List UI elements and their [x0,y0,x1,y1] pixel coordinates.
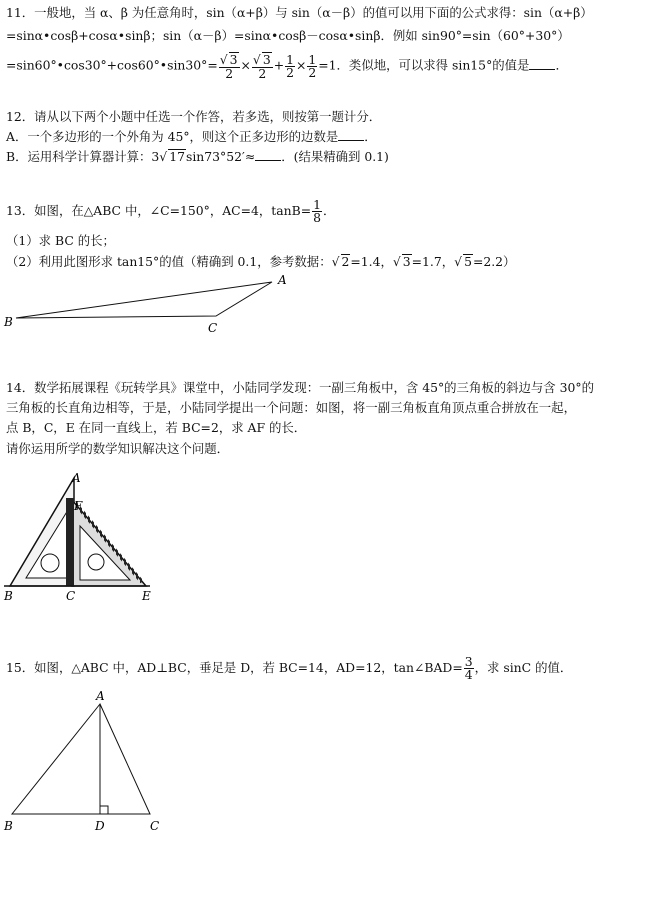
q11-den-a: 2 [225,66,234,81]
q14-45deg-inner-cutout [80,526,130,580]
q11-plus: + [273,57,285,73]
q13-part2: （2）利用此图形求 tan15°的值（精确到 0.1，参考数据：√ 2=1.4，√ 3=1.7，√ 5=2.2） [6,254,516,269]
q15-line1-start: 15．如图，△ABC 中，AD⊥BC，垂足是 D，若 BC=14，AD=12，tan∠BAD= [6,660,463,675]
q15-tan-fraction [464,656,474,681]
q11-line1: 11．一般地，当 α、β 为任意角时，sin（α+β）与 sin（α－β）的值可以用下面的公式求得：sin（α+β） [6,5,593,20]
q14-set-squares-figure [0,470,170,605]
q12-answer-blank-b[interactable] [255,148,281,161]
q11-frac-sqrt3-over-2-b: $\frac{√ 3}{2}$ [252,52,271,81]
q14-vertical-edge [66,498,74,586]
q12-answer-blank-a[interactable] [338,128,364,141]
q12-lineA [6,128,377,146]
q11-times-b: × [296,57,307,73]
q15-line1-end: ，求 sinC 的值． [474,660,573,675]
q13-val5: =2.2） [472,254,516,269]
q15-frac-num: 3 [464,654,473,669]
q12-lineA-end: ． [364,129,377,144]
q11-line3-end: =1．类似地，可以求得 sin15°的值是 [318,57,530,73]
q13-val3: =1.7， [411,254,455,269]
q15-line1 [6,656,572,681]
q15-label-d: D [95,819,105,833]
q12-lineB-end: ．(结果精确到 0.1) [281,149,389,164]
q11-frac-sqrt3-over-2-a: $\frac{√ 3}{2}$ [219,52,238,81]
q13-label-b: B [4,315,13,329]
q13-triangle [16,282,272,318]
q14-line3: 点 B，C，E 在同一直线上，若 BC=2，求 AF 的长． [6,420,307,435]
q14-label-e: E [142,589,151,603]
q13-sqrt2: 2 [341,254,350,269]
q13-line1-text: 13．如图，在△ABC 中，∠C=150°，AC=4，tanB= [6,203,312,218]
q11-den-b: 2 [258,66,267,81]
q13-sqrt3: 3 [402,254,411,269]
q11-num-1-a: 1 [286,51,294,67]
q13-label-c: C [208,321,218,335]
q13-triangle-figure [0,272,300,342]
q14-line4: 请你运用所学的数学知识解决这个问题． [6,441,230,456]
q15-right-angle-mark [100,806,108,814]
q11-den-d: 2 [308,64,317,80]
q15-label-a: A [96,689,105,703]
q12-sqrt17: 17 [169,149,185,164]
q13-tanB-fraction [312,199,322,224]
q13-frac-den: 8 [313,210,322,225]
q13-frac-num: 1 [313,197,322,212]
q13-sqrt5: 5 [464,254,472,269]
q14-circle-hole-left [41,554,59,572]
q11-line2: =sinα•cosβ+cosα•sinβ；sin（α－β）=sinα•cosβ－cosα•sinβ．例如 sin90°=sin（60°+30°） [6,28,570,43]
q11-answer-blank[interactable] [529,57,555,70]
q11-frac-1-over-2-b [307,51,317,80]
q13-line1 [6,199,335,224]
q15-label-b: B [4,819,13,833]
q11-times-a: × [240,57,251,73]
q15-label-c: C [150,819,160,833]
q14-label-b: B [4,589,13,603]
q15-triangle-figure [0,688,175,838]
q11-den-c: 2 [286,64,294,80]
q13-period: ． [323,203,336,218]
q13-part1: （1）求 BC 的长； [6,233,115,248]
q14-line1: 14．数学拓展课程《玩转学具》课堂中，小陆同学发现：一副三角板中，含 45°的三角板的斜边与含 30°的 [6,380,594,395]
q13-part2-start: （2）利用此图形求 tan15°的值（精确到 0.1，参考数据： [6,254,332,269]
q12-lineB-mid: sin73°52′≈ [185,149,256,164]
q12-line1: 12．请从以下两个小题中任选一个作答，若多选，则按第一题计分． [6,109,382,124]
q15-frac-den: 4 [464,667,473,682]
q14-label-a: A [72,471,81,485]
q13-label-a: A [278,273,287,287]
q14-circle-hole-right [88,554,104,570]
q12-lineA-text: A．一个多边形的一个外角为 45°，则这个正多边形的边数是 [6,129,339,144]
q12-lineB-start: B．运用科学计算器计算：3 [6,149,160,164]
q11-line3 [6,52,568,80]
q12-lineB: B．运用科学计算器计算：3√ 17sin73°52′≈ ．(结果精确到 0.1) [6,149,389,164]
q11-period: ． [555,57,568,73]
q11-sqrt3-a: 3 [229,52,238,67]
q11-line3-start: =sin60°•cos30°+cos60°•sin30°= [6,57,218,73]
q15-triangle [12,704,150,814]
q14-line2: 三角板的长直角边相等，于是，小陆同学提出一个问题：如图，将一副三角板直角顶点重合拼放在一起， [6,400,576,415]
q14-label-c: C [66,589,76,603]
q13-val2: =1.4， [350,254,393,269]
q11-frac-1-over-2-a [285,51,295,80]
q11-num-1-b: 1 [308,51,317,67]
q11-sqrt3-b: 3 [262,52,271,67]
q14-label-f: F [74,499,83,513]
